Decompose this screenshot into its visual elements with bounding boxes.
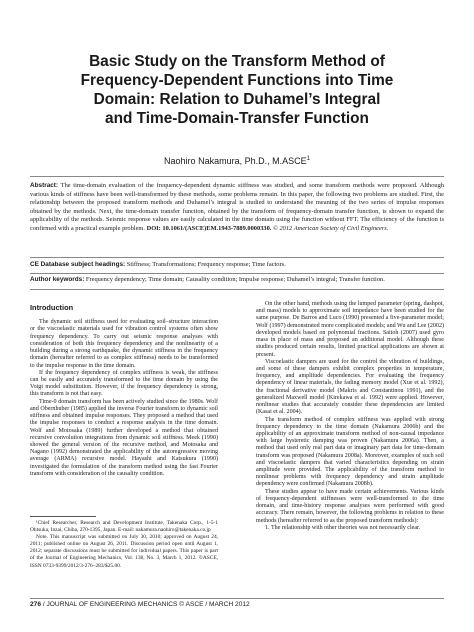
footnote-rule <box>30 516 96 517</box>
author-name: Naohiro Nakamura, Ph.D., M.ASCE <box>164 156 307 166</box>
body-paragraph: Viscoelastic dampers are used for the control the vibration of buildings, and some of these dampers exhibit complex properties in temperature, frequency, and amplitude dependencies. For evaluating the frequency dependency of linear materials, the fading memory model (Xue et al. 1992), the fractional derivative model (Makris and Constantinou 1991), and the generalized Maxwell model (Kirekawa et al. 1992) were applied. However, nonlinear studies that accurately consider these dependencies are limited (Kasai et al. 2004). <box>256 358 444 416</box>
author-footnote-mark: 1 <box>306 156 310 162</box>
author-line <box>0 156 474 166</box>
title-line: Basic Study on the Transform Method of <box>89 53 385 70</box>
abstract-text: The time-domain evaluation of the frequency-dependent dynamic stiffness was studied, and some transform methods were proposed. Although various kinds of stiffness have been well-transformed by these methods, some problems remain. In this paper, the following two problems are studied. First, the relationship between the proposed transform methods and Duhamel’s integral is studied to understand the meaning of the two series of impulse responses obtained by the methods. Next, the time-domain transfer function, obtained by the transform of frequency-domain transfer function, is shown to expand the applicability of the methods. Seismic response values are easily calculated in the time domain using the function without FFT. The efficiency of the function is confirmed with a practical example problem. <box>30 182 444 232</box>
numbered-item: 1. The relationship with other theories was not necessarily clear. <box>265 524 421 531</box>
page-number: 276 <box>30 601 42 608</box>
section-heading-introduction: Introduction <box>30 303 74 312</box>
abstract <box>30 182 444 233</box>
abstract-label: Abstract: <box>30 182 59 189</box>
title-line: and Time-Domain-Transfer Function <box>105 110 369 127</box>
body-paragraph: The dynamic soil stiffness used for evaluating soil–structure interaction or the viscoelastic materials used for vibration control systems often show frequency dependency. To carry out seismic response analyses with consideration of both this frequency dependency and the nonlinearity of a building during a strong earthquake, the dynamic stiffness in the frequency domain (hereafter referred to as complex stiffness) needs to be transformed to the impulse response in the time domain. <box>30 319 218 369</box>
subject-headings-text: Stiffness; Transformations; Frequency response; Time factors. <box>125 261 286 268</box>
page-footer <box>30 601 250 608</box>
author-keywords-label: Author keywords: <box>30 276 85 283</box>
right-column <box>256 301 444 532</box>
journal-running-footer: / JOURNAL OF ENGINEERING MECHANICS © ASCE / MARCH 2012 <box>41 601 250 608</box>
body-paragraph: On the other hand, methods using the lumped parameter (spring, dashpot, and mass) models to approximate soil impedance have been studied for the same purpose. De Barros and Luco (1990) presented a five-parameter model; Wolf (1997) demonstrated more complicated models; and Wu and Lee (2002) developed models based on polynomial fractions. Saitoh (2007) used gyro mass in place of mass and proposed an additional model. Although these studies produced certain results, limited practical applications are shown at present. <box>256 301 444 358</box>
keywords-rule <box>30 273 444 274</box>
subject-headings-label: CE Database subject headings: <box>30 261 126 268</box>
body-paragraph: If the frequency dependency of complex stiffness is weak, the stiffness can be easily and accurately transformed to the time domain by using the Voigt model substitution. However, if the frequency dependency is strong, this transform is not that easy. <box>30 369 218 398</box>
abstract-doi[interactable]: DOI: 10.1061/(ASCE)EM.1943-7889.0000330. <box>146 224 272 232</box>
body-paragraph: These studies appear to have made certain achievements. Various kinds of frequency-dependent stiffnesses were well-transformed to the time domain, and time-history response analyses were performed with good accuracy. There remain, however, the following problems in relation to these methods (hereafter referred to as the proposed transform methods): <box>256 488 444 524</box>
body-paragraph: Time-0 domain transform has been actively studied since the 1980s. Wolf and Obernhuber (1985) applied the inverse Fourier transform to dynamic soil stiffness and obtained impulse responses. They proposed a method that used the impulse responses to conduct a response analysis in the time domain. Wolf and Motosaka (1989) further developed a method that obtained recursive convolution integrations from dynamic soil stiffness. Meek (1990) showed the general version of the recursive method, and Motosaka and Nagano (1992) demonstrated the applicability of the autoregressive moving average (ARMA) recursive model. Hayashi and Katsukura (1990) investigated the formulation of the transform method using the fast Fourier transform with consideration of the causality condition. <box>30 398 218 477</box>
keywords-rule <box>30 257 444 258</box>
keywords-bottom-rule <box>30 289 444 290</box>
author-keywords-text: Frequency dependency; Time domain; Causality condition; Impulse response; Duhamel’s integral; Transfer function. <box>84 276 385 283</box>
abstract-top-rule <box>30 176 444 177</box>
footnote-manuscript-note: Note. This manuscript was submitted on July 30, 2010; approved on August 24, 2011; published online on August 26, 2011. Discussion period open until August 1, 2012; separate discussions must be submitted for individual papers. This paper is part of the Journal of Engineering Mechanics, Vol. 138, No. 3, March 1, 2012. ©ASCE, ISSN 0733-9399/2012/3-276–283/$25.00. <box>30 534 218 569</box>
footer-rule <box>30 598 444 599</box>
title-line: Domain: Relation to Duhamel’s Integral <box>93 91 381 108</box>
footnote-affiliation: ¹Chief Researcher, Research and Development Institute, Takenaka Corp., 1-5-1 Ohtsuka, Inzai, Chiba, 270-1395, Japan. E-mail: nakamura.naohiro@takenaka.co.jp <box>30 520 218 534</box>
abstract-copyright: © 2012 American Society of Civil Engineers. <box>271 224 389 232</box>
title-line: Frequency-Dependent Functions into Time <box>80 72 394 89</box>
author-keywords <box>30 276 444 285</box>
paper-title <box>40 52 434 128</box>
subject-headings <box>30 261 444 270</box>
body-paragraph: The transform method of complex stiffness was applied with strong frequency dependency to the time domain (Nakamura 2006b) and the applicability of an approximate transform method of non-causal impedance with large hysteretic damping was proven (Nakamura 2006a). Then, a method that used only real part data or imaginary part data for time-domain transform was proposed (Nakamura 2008a). Moreover, examples of such soil and viscoelastic dampers that varied characteristics depending on strain amplitude were provided. The applicability of the transform method to nonlinear problems with frequency dependency and strain amplitude dependency were confirmed (Nakamura 2008b). <box>256 416 444 488</box>
footnotes <box>30 520 218 570</box>
left-column <box>30 304 218 478</box>
